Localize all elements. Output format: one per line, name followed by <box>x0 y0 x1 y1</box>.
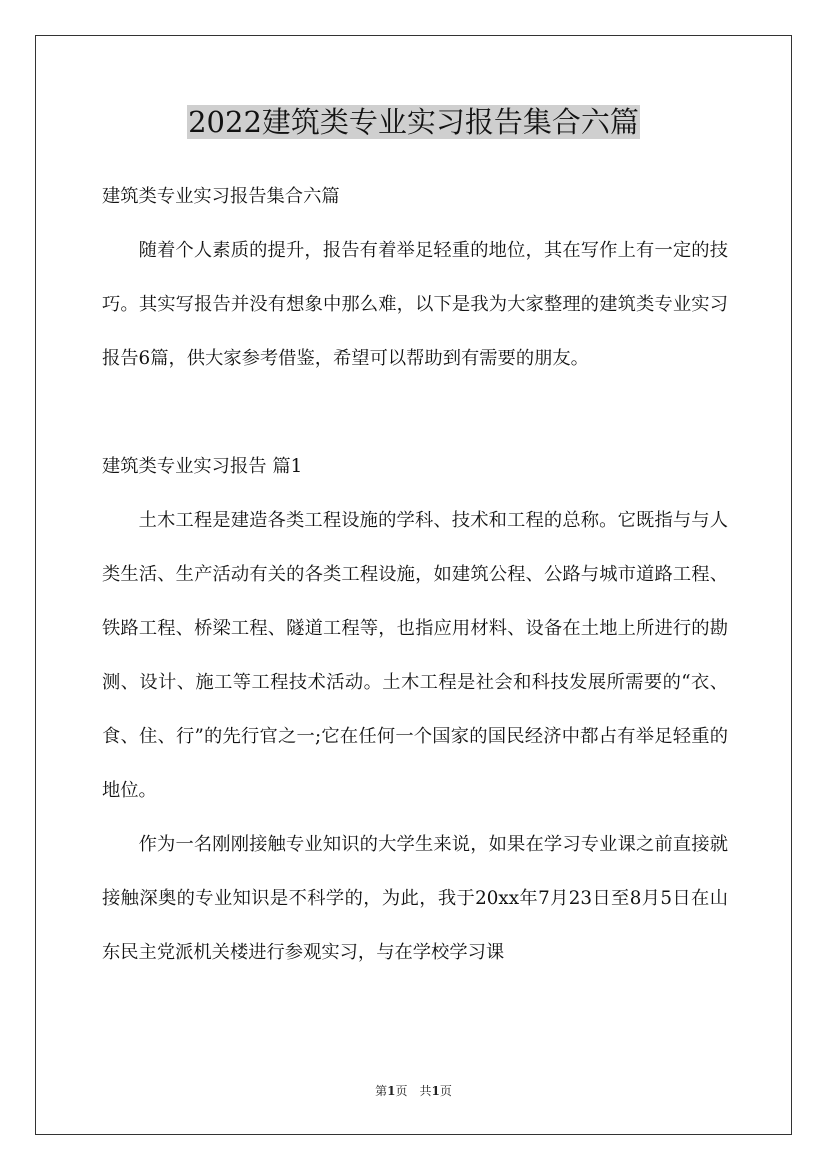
page-footer <box>0 1082 827 1100</box>
page-label-suffix: 页 共 <box>395 1084 432 1098</box>
paragraph-spacer <box>102 386 728 440</box>
page-number: 1 <box>387 1084 396 1098</box>
document-subtitle: 建筑类专业实习报告集合六篇 <box>102 186 340 207</box>
total-pages: 1 <box>431 1084 440 1098</box>
intro-paragraph: 随着个人素质的提升，报告有着举足轻重的地位，其在写作上有一定的技巧。其实写报告并没有想象中那么难，以下是我为大家整理的建筑类专业实习报告6篇，供大家参考借鉴，希望可以帮助到有需要的朋友。 <box>102 240 728 369</box>
page-label-prefix: 第 <box>375 1084 388 1098</box>
section-paragraph-1: 土木工程是建造各类工程设施的学科、技术和工程的总称。它既指与与人类生活、生产活动有关的各类工程设施，如建筑公程、公路与城市道路工程、铁路工程、桥梁工程、隧道工程等，也指应用材料、设备在土地上所进行的勘测、设计、施工等工程技术活动。土木工程是社会和科技发展所需要的“衣、食、住、行”的先行官之一;它在任何一个国家的国民经济中都占有举足轻重的地位。 <box>102 510 728 801</box>
document-title-text: 2022建筑类专业实习报告集合六篇 <box>188 105 639 139</box>
section-paragraph-2: 作为一名刚刚接触专业知识的大学生来说，如果在学习专业课之前直接就接触深奥的专业知识是不科学的，为此，我于20xx年7月23日至8月5日在山东民主党派机关楼进行参观实习，与在学校学习课 <box>102 834 728 963</box>
document-title <box>0 100 827 144</box>
section-heading: 建筑类专业实习报告 篇1 <box>102 456 303 477</box>
total-label-suffix: 页 <box>439 1084 452 1098</box>
document-body <box>102 170 728 980</box>
